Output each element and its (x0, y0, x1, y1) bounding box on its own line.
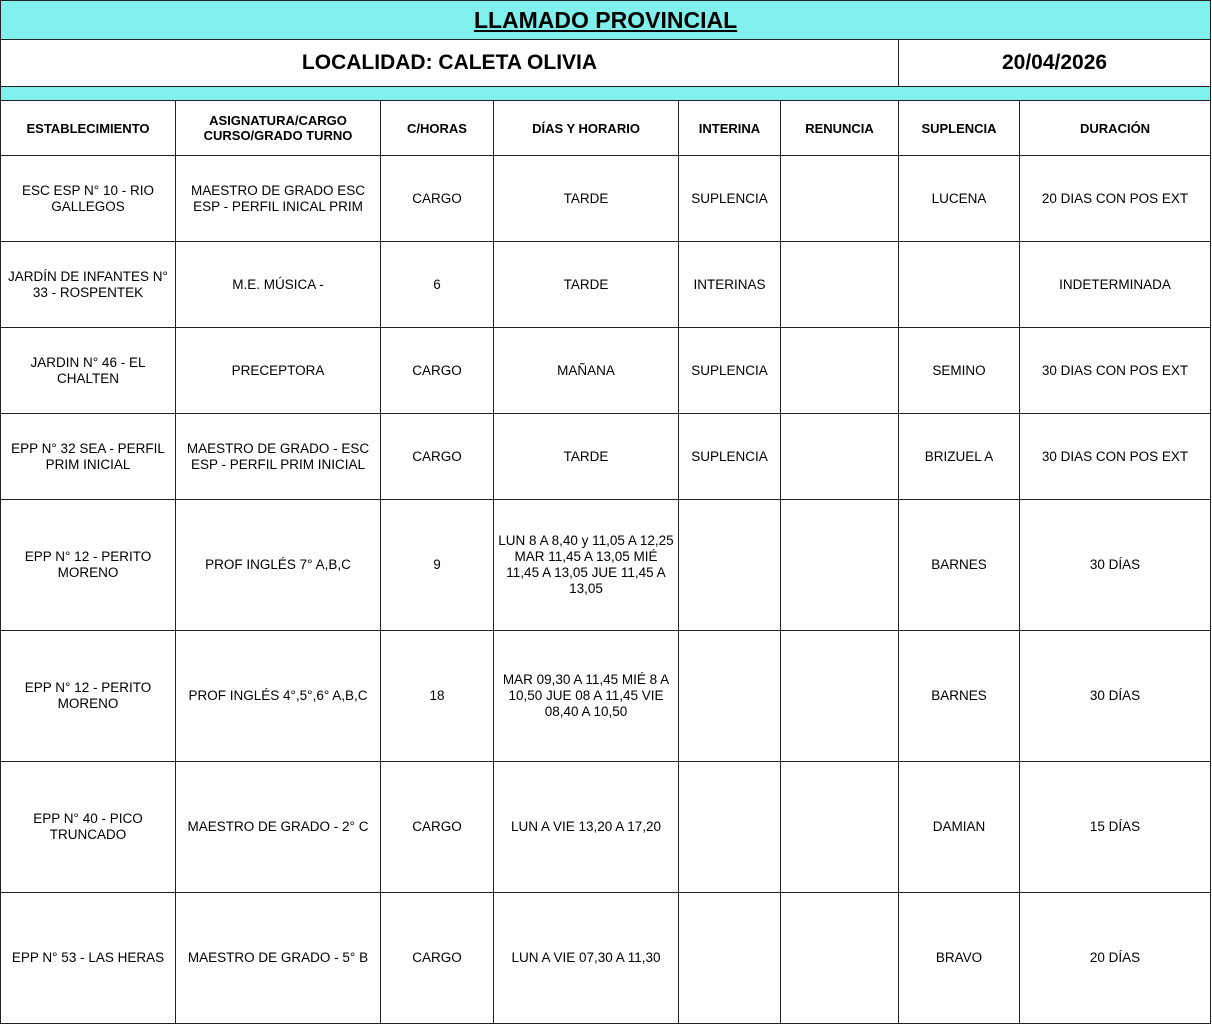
cell-interina: SUPLENCIA (679, 414, 781, 500)
cell-dias: LUN 8 A 8,40 y 11,05 A 12,25 MAR 11,45 A 13,05 MIÉ 11,45 A 13,05 JUE 11,45 A 13,05 (494, 500, 679, 631)
cell-interina: SUPLENCIA (679, 156, 781, 242)
cell-horas: CARGO (381, 156, 494, 242)
cell-establecimiento: EPP N° 32 SEA - PERFIL PRIM INICIAL (1, 414, 176, 500)
header-suplencia: SUPLENCIA (899, 101, 1020, 156)
cell-duracion: 15 DÍAS (1020, 762, 1211, 893)
cell-dias: LUN A VIE 07,30 A 11,30 (494, 893, 679, 1024)
header-duracion: DURACIÓN (1020, 101, 1211, 156)
table-row (1, 414, 1211, 500)
cell-asignatura: PRECEPTORA (176, 328, 381, 414)
table-row (1, 893, 1211, 1024)
header-horas: C/HORAS (381, 101, 494, 156)
table-row (1, 762, 1211, 893)
header-interina: INTERINA (679, 101, 781, 156)
cell-renuncia (781, 631, 899, 762)
cell-establecimiento: EPP N° 12 - PERITO MORENO (1, 500, 176, 631)
cell-suplencia: BARNES (899, 631, 1020, 762)
cell-horas: 18 (381, 631, 494, 762)
cell-renuncia (781, 328, 899, 414)
locality-row (1, 40, 1211, 87)
cell-suplencia: BRAVO (899, 893, 1020, 1024)
cell-horas: CARGO (381, 893, 494, 1024)
cell-interina: INTERINAS (679, 242, 781, 328)
cell-renuncia (781, 414, 899, 500)
cell-horas: 6 (381, 242, 494, 328)
cell-renuncia (781, 156, 899, 242)
spacer-band (1, 87, 1211, 101)
cell-renuncia (781, 762, 899, 893)
cell-asignatura: PROF INGLÉS 4°,5°,6° A,B,C (176, 631, 381, 762)
cell-interina: SUPLENCIA (679, 328, 781, 414)
cell-interina (679, 500, 781, 631)
cell-suplencia: BRIZUEL A (899, 414, 1020, 500)
table-row (1, 156, 1211, 242)
date-label: 20/04/2026 (899, 40, 1211, 87)
cell-asignatura: M.E. MÚSICA - (176, 242, 381, 328)
title-row (1, 1, 1211, 40)
cell-suplencia: BARNES (899, 500, 1020, 631)
cell-renuncia (781, 242, 899, 328)
cell-dias: TARDE (494, 414, 679, 500)
cell-horas: CARGO (381, 762, 494, 893)
cell-interina (679, 893, 781, 1024)
table-row (1, 500, 1211, 631)
cell-establecimiento: JARDIN N° 46 - EL CHALTEN (1, 328, 176, 414)
cell-horas: CARGO (381, 414, 494, 500)
cell-duracion: 30 DIAS CON POS EXT (1020, 414, 1211, 500)
table-row (1, 242, 1211, 328)
cell-duracion: 20 DIAS CON POS EXT (1020, 156, 1211, 242)
page-title: LLAMADO PROVINCIAL (1, 1, 1211, 40)
cell-dias: MAÑANA (494, 328, 679, 414)
cell-horas: 9 (381, 500, 494, 631)
cell-establecimiento: ESC ESP N° 10 - RIO GALLEGOS (1, 156, 176, 242)
cell-suplencia: LUCENA (899, 156, 1020, 242)
header-establecimiento: ESTABLECIMIENTO (1, 101, 176, 156)
cell-dias: LUN A VIE 13,20 A 17,20 (494, 762, 679, 893)
cell-duracion: 20 DÍAS (1020, 893, 1211, 1024)
table-row (1, 631, 1211, 762)
header-dias: DÍAS Y HORARIO (494, 101, 679, 156)
cell-establecimiento: JARDÍN DE INFANTES N° 33 - ROSPENTEK (1, 242, 176, 328)
header-asignatura: ASIGNATURA/CARGO CURSO/GRADO TURNO (176, 101, 381, 156)
cell-suplencia: DAMIAN (899, 762, 1020, 893)
cell-establecimiento: EPP N° 53 - LAS HERAS (1, 893, 176, 1024)
cell-suplencia: SEMINO (899, 328, 1020, 414)
cell-interina (679, 762, 781, 893)
cell-asignatura: MAESTRO DE GRADO - 5° B (176, 893, 381, 1024)
cell-renuncia (781, 500, 899, 631)
header-renuncia: RENUNCIA (781, 101, 899, 156)
cell-dias: MAR 09,30 A 11,45 MIÉ 8 A 10,50 JUE 08 A 11,45 VIE 08,40 A 10,50 (494, 631, 679, 762)
cell-horas: CARGO (381, 328, 494, 414)
cell-asignatura: MAESTRO DE GRADO - ESC ESP - PERFIL PRIM INICIAL (176, 414, 381, 500)
cell-dias: TARDE (494, 156, 679, 242)
cell-establecimiento: EPP N° 40 - PICO TRUNCADO (1, 762, 176, 893)
cell-asignatura: PROF INGLÉS 7° A,B,C (176, 500, 381, 631)
cell-suplencia (899, 242, 1020, 328)
column-header-row (1, 101, 1211, 156)
cell-establecimiento: EPP N° 12 - PERITO MORENO (1, 631, 176, 762)
cell-dias: TARDE (494, 242, 679, 328)
locality-label: LOCALIDAD: CALETA OLIVIA (1, 40, 899, 87)
table-row (1, 328, 1211, 414)
cell-duracion: INDETERMINADA (1020, 242, 1211, 328)
cell-asignatura: MAESTRO DE GRADO - 2° C (176, 762, 381, 893)
cell-asignatura: MAESTRO DE GRADO ESC ESP - PERFIL INICAL PRIM (176, 156, 381, 242)
cell-duracion: 30 DÍAS (1020, 631, 1211, 762)
cell-renuncia (781, 893, 899, 1024)
cell-duracion: 30 DIAS CON POS EXT (1020, 328, 1211, 414)
cell-duracion: 30 DÍAS (1020, 500, 1211, 631)
cell-interina (679, 631, 781, 762)
